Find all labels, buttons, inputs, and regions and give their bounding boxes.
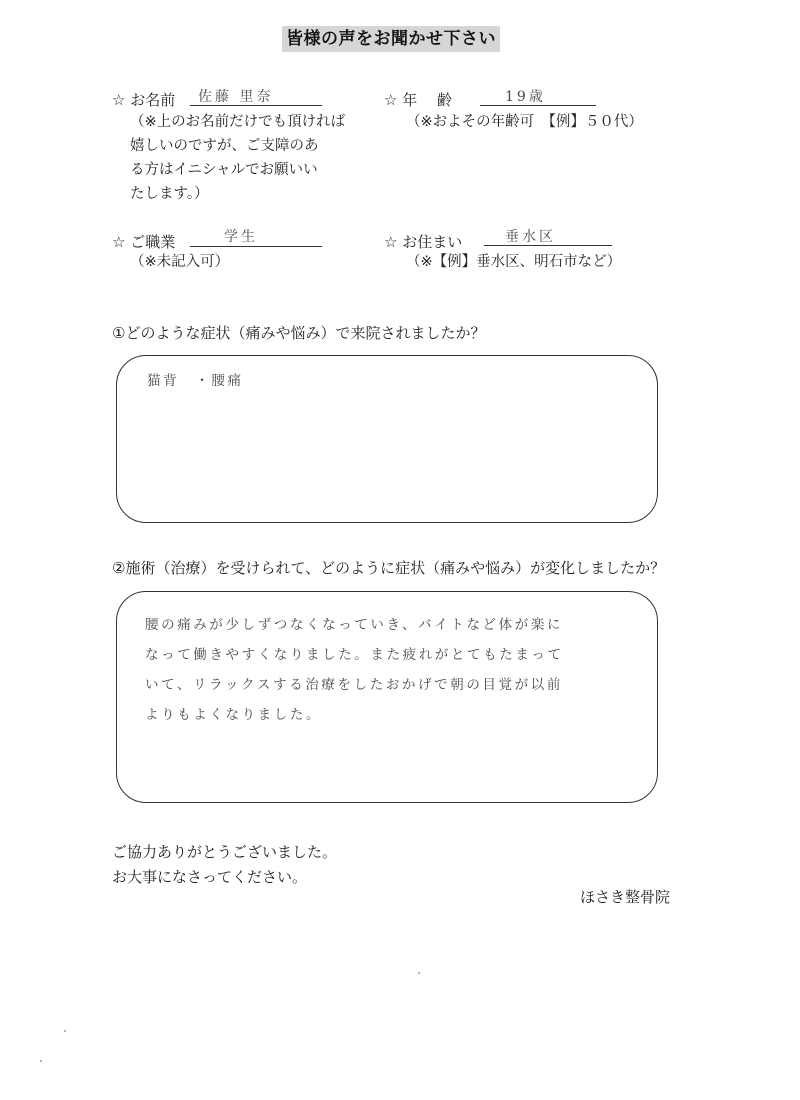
page-title: 皆様の声をお聞かせ下さい	[282, 26, 500, 52]
clinic-name: ほさき整骨院	[580, 888, 671, 906]
scan-speck	[64, 1030, 66, 1032]
answer-2-line-2: なって働きやすくなりました。また疲れがとてもたまって	[145, 647, 564, 663]
answer-2-line-1: 腰の痛みが少しずつなくなっていき、バイトなど体が楽に	[145, 617, 564, 633]
residence-underline	[484, 245, 612, 246]
answer-1-line-1: 猫背 ・腰痛	[147, 373, 244, 389]
answer-box-1	[116, 355, 658, 523]
occupation-underline	[190, 246, 322, 247]
scan-speck	[418, 972, 420, 974]
name-value: 佐藤 里奈	[198, 89, 274, 105]
name-note: （※上のお名前だけでも頂ければ 嬉しいのですが、ご支障のあ る方はイニシャルでお願いい たします。）	[130, 114, 346, 202]
age-label: ☆ 年 齢	[384, 91, 452, 109]
residence-label: ☆ お住まい	[384, 233, 463, 251]
occupation-value: 学生	[224, 229, 258, 245]
closing-line-1: ご協力ありがとうございました。	[112, 843, 338, 861]
answer-2-line-4: よりもよくなりました。	[145, 707, 323, 723]
residence-value: 垂水区	[505, 229, 556, 245]
occupation-label: ☆ ご職業	[112, 233, 176, 251]
age-underline	[480, 105, 596, 106]
question-2: ②施術（治療）を受けられて、どのように症状（痛みや悩み）が変化しましたか？	[112, 559, 666, 577]
name-underline	[190, 105, 322, 106]
name-label: ☆ お名前	[112, 91, 176, 109]
answer-2-line-3: いて、リラックスする治療をしたおかげで朝の目覚が以前	[145, 677, 563, 693]
age-note: （※およその年齢可 【例】５０代）	[406, 114, 643, 130]
residence-note: （※【例】垂水区、明石市など）	[406, 254, 622, 270]
answer-box-2	[116, 591, 658, 803]
question-1: ①どのような症状（痛みや悩み）で来院されましたか？	[112, 324, 486, 342]
occupation-note: （※未記入可）	[130, 254, 230, 270]
scan-speck	[40, 1060, 42, 1062]
age-value: 19歳	[505, 89, 546, 105]
closing-line-2: お大事になさってください。	[112, 868, 308, 886]
